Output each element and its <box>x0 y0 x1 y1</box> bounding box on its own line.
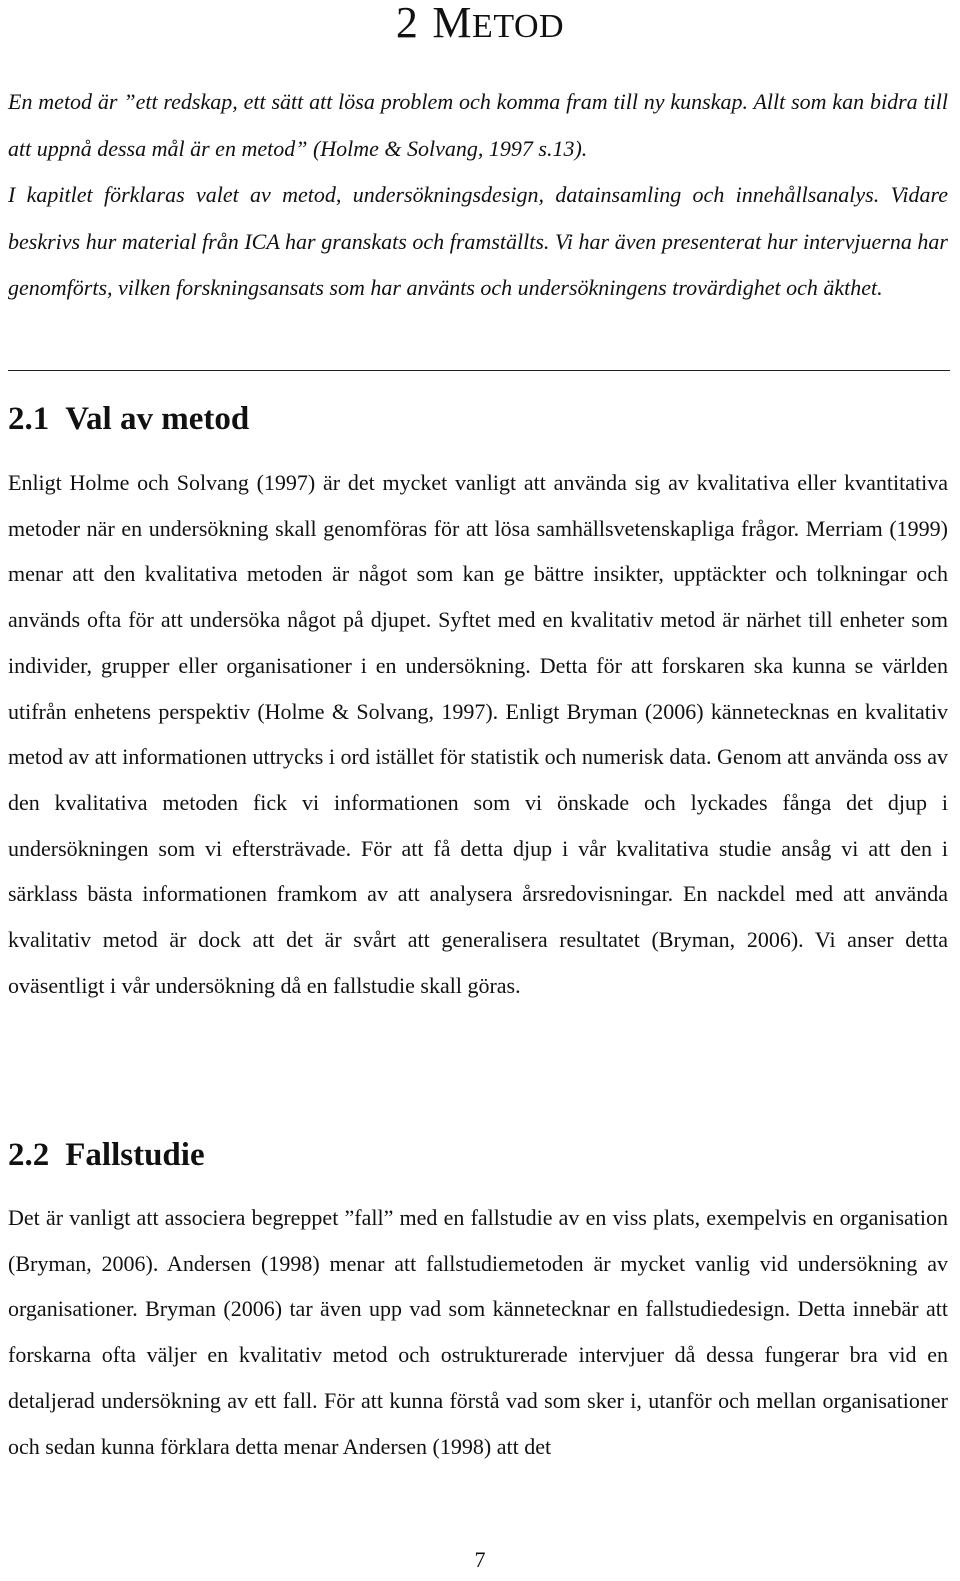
intro-paragraph-2: I kapitlet förklaras valet av metod, undersökningsdesign, datainsamling och innehållsanalys. Vidare beskrivs hur material från ICA har granskats och framställts. Vi har även presenterat hur intervjuerna har genomförts, vilken forskningsansats som har använts och undersökningens trovärdighet och äkthet. <box>8 182 948 300</box>
section-text-val-av-metod: Enligt Holme och Solvang (1997) är det mycket vanligt att använda sig av kvalitativa eller kvantitativa metoder när en undersökning skall genomföras för att lösa samhällsvetenskapliga frågor. Merriam (1999) menar att den kvalitativa metoden är något som kan ge bättre insikter, upptäckter och tolkningar och används ofta för att undersöka något på djupet. Syftet med en kvalitativ metod är närhet till enheter som individer, grupper eller organisationer i en undersökning. Detta för att forskaren ska kunna se världen utifrån enhetens perspektiv (Holme & Solvang, 1997). Enligt Bryman (2006) kännetecknas en kvalitativ metod av att informationen uttrycks i ord istället för statistik och numerisk data. Genom att använda oss av den kvalitativa metoden fick vi informationen som vi önskade och lyckades fånga det djup i undersökningen som vi eftersträvade. För att få detta djup i vår kvalitativa studie ansåg vi att den i särklass bästa informationen framkom av att analysera årsredovisningar. En nackdel med att använda kvalitativ metod är dock att det är svårt att generalisera resultatet (Bryman, 2006). Vi anser detta oväsentligt i vår undersökning då en fallstudie skall göras. <box>8 470 948 998</box>
section-title: Val av metod <box>65 401 250 437</box>
chapter-number: 2 <box>395 0 419 47</box>
section-number: 2.2 <box>8 1137 50 1173</box>
section-title: Fallstudie <box>65 1137 205 1173</box>
section-heading-fallstudie <box>8 1135 205 1175</box>
intro-paragraph-1: En metod är ”ett redskap, ett sätt att lösa problem och komma fram till ny kunskap. Allt som kan bidra till att uppnå dessa mål är en metod” (Holme & Solvang, 1997 s.13). <box>8 89 948 161</box>
chapter-title-rest: ETOD <box>472 8 565 45</box>
section-text-fallstudie: Det är vanligt att associera begreppet ”fall” med en fallstudie av en viss plats, exempelvis en organisation (Bryman, 2006). Andersen (1998) menar att fallstudiemetoden är mycket vanlig vid undersökning av organisationer. Bryman (2006) tar även upp vad som kännetecknar en fallstudiedesign. Detta innebär att forskarna ofta väljer en kvalitativ metod och ostrukturerade intervjuer då dessa fungerar bra vid en detaljerad undersökning av ett fall. För att kunna förstå vad som sker i, utanför och mellan organisationer och sedan kunna förklara detta menar Andersen (1998) att det <box>8 1205 948 1459</box>
chapter-title-initial: M <box>432 0 473 47</box>
section-number: 2.1 <box>8 401 50 437</box>
chapter-intro <box>8 79 948 312</box>
chapter-title <box>0 0 960 50</box>
section-divider <box>8 370 950 371</box>
page-number: 7 <box>474 1547 486 1572</box>
section-heading-val-av-metod <box>8 399 249 439</box>
